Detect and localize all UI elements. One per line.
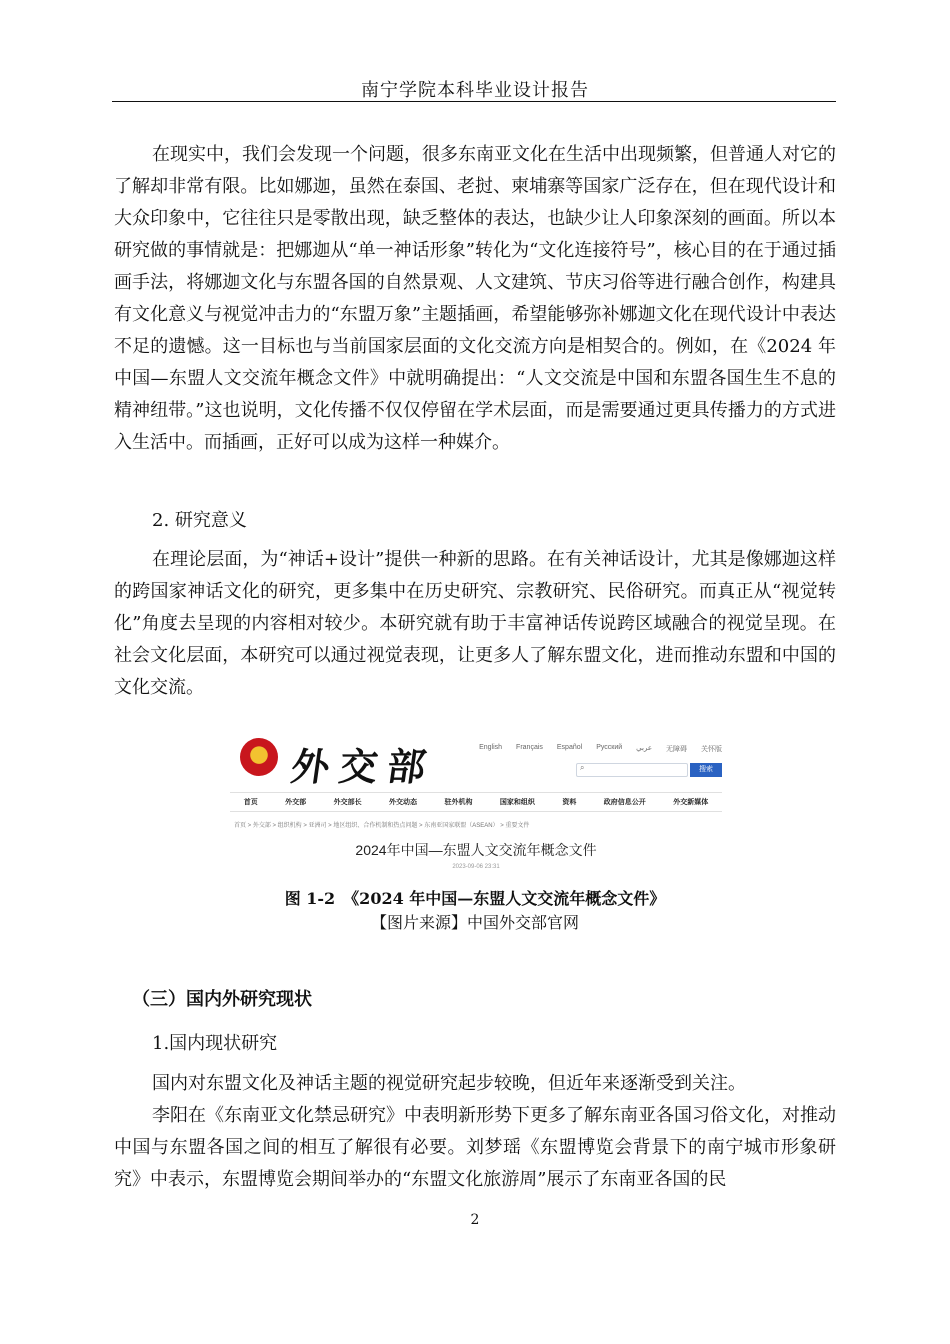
nav-item: 外交部长 xyxy=(333,799,362,806)
nav-item: 政府信息公开 xyxy=(603,799,646,806)
paragraph-3: 国内对东盟文化及神话主题的视觉研究起步较晚，但近年来逐渐受到关注。 xyxy=(152,1073,746,1094)
lang-link: عربي xyxy=(636,745,652,752)
nav-item: 首页 xyxy=(243,799,258,806)
page-number: 2 xyxy=(470,1212,480,1228)
nav-item: 资料 xyxy=(562,799,577,806)
figure-caption: 图 1-2 《2024 年中国—东盟人文交流年概念文件》 xyxy=(284,889,666,908)
page-header-title: 南宁学院本科毕业设计报告 xyxy=(361,80,589,101)
nav-item: 外交新媒体 xyxy=(673,799,709,806)
lang-link: 关怀版 xyxy=(701,746,722,753)
header-rule xyxy=(112,101,836,102)
figure-screenshot xyxy=(230,730,722,880)
lang-link: Español xyxy=(556,744,583,751)
paragraph-1-block xyxy=(114,139,836,459)
section-heading-domestic-research: 1.国内现状研究 xyxy=(152,1033,278,1054)
nav-item: 外交部 xyxy=(285,799,307,806)
paragraph-3-block xyxy=(114,1068,836,1196)
figure-logo-text: 外交部 xyxy=(288,744,439,789)
nav-item: 驻外机构 xyxy=(444,799,473,806)
figure-search-box xyxy=(576,763,688,777)
figure-nav-bar xyxy=(230,792,722,812)
star-icon: ★ xyxy=(251,745,267,764)
major-heading-research-status: （三）国内外研究现状 xyxy=(132,989,312,1010)
national-emblem-icon xyxy=(240,738,278,776)
search-icon: ⌕ xyxy=(580,763,585,772)
paragraph-4: 李阳在《东南亚文化禁忌研究》中表明新形势下更多了解东南亚各国习俗文化，对推动中国与东盟各国之间的相互了解很有必要。刘梦瑶《东盟博览会背景下的南宁城市形象研究》中表示，东盟博览会期间举办的“东盟文化旅游周”展示了东南亚各国的民 xyxy=(114,1105,836,1190)
figure-article-date: 2023-09-06 23:31 xyxy=(452,864,500,870)
figure-search-button: 搜索 xyxy=(690,763,722,777)
paragraph-2: 在理论层面，为“神话+设计”提供一种新的思路。在有关神话设计，尤其是像娜迦这样的跨国家神话文化的研究，更多集中在历史研究、宗教研究、民俗研究。而真正从“视觉转化”角度去呈现的内容相对较少。本研究就有助于丰富神话传说跨区域融合的视觉呈现。在社会文化层面，本研究可以通过视觉表现，让更多人了解东盟文化，进而推动东盟和中国的文化交流。 xyxy=(114,549,836,698)
nav-item: 外交动态 xyxy=(389,799,418,806)
lang-link: Русский xyxy=(596,744,623,751)
lang-link: English xyxy=(479,744,503,751)
figure-source: 【图片来源】中国外交部官网 xyxy=(370,913,579,932)
section-heading-research-significance: 2. 研究意义 xyxy=(152,510,247,531)
paragraph-2-block xyxy=(114,544,836,704)
figure-article-title: 2024年中国—东盟人文交流年概念文件 xyxy=(355,842,597,858)
paragraph-1: 在现实中，我们会发现一个问题，很多东南亚文化在生活中出现频繁，但普通人对它的了解却非常有限。比如娜迦，虽然在泰国、老挝、柬埔寨等国家广泛存在，但在现代设计和大众印象中，它往往只是零散出现，缺乏整体的表达，也缺少让人印象深刻的画面。所以本研究做的事情就是：把娜迦从“单一神话形象”转化为“文化连接符号”，核心目的在于通过插画手法，将娜迦文化与东盟各国的自然景观、人文建筑、节庆习俗等进行融合创作，构建具有文化意义与视觉冲击力的“东盟万象”主题插画，希望能够弥补娜迦文化在现代设计中表达不足的遗憾。这一目标也与当前国家层面的文化交流方向是相契合的。例如，在《2024 年中国—东盟人文交流年概念文件》中就明确提出：“人文交流是中国和东盟各国生生不息的精神纽带。”这也说明，文化传播不仅仅停留在学术层面，而是需要通过更具传播力的方式进入生活中。而插画，正好可以成为这样一种媒介。 xyxy=(114,144,836,453)
nav-item: 国家和组织 xyxy=(499,799,535,806)
lang-link: Français xyxy=(516,744,543,751)
lang-link: 无障碍 xyxy=(666,746,687,753)
figure-breadcrumb: 首页 > 外交部 > 组织机构 > 亚洲司 > 地区组织、合作机制和热点问题 > 东南亚国家联盟（ASEAN） > 重要文件 xyxy=(234,823,530,829)
figure-language-links xyxy=(479,744,722,754)
